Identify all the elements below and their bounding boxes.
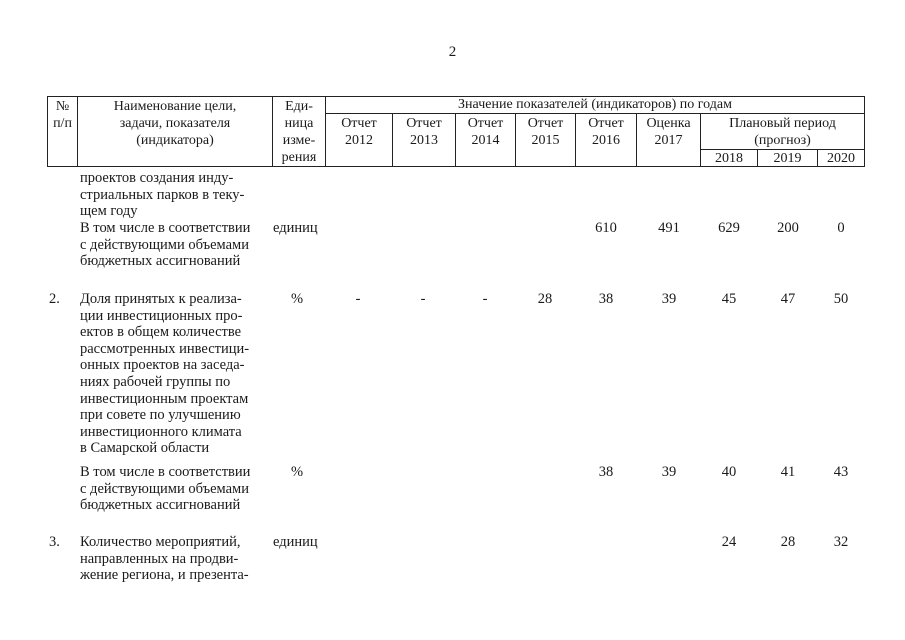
value-2018: 45 [721,291,737,307]
header-year-2018: 2018 [715,151,743,166]
value-2017: 491 [658,220,680,236]
page-number: 2 [448,44,457,60]
row-name: Количество мероприятий, направленных на продви- жение региона, и презента- [80,534,249,584]
header-year-2012: Отчет 2012 [341,116,377,148]
value-2014: - [482,291,488,307]
header-year-2016: Отчет 2016 [588,116,624,148]
value-2019: 200 [777,220,799,236]
value-2019: 41 [780,464,796,480]
value-2019: 28 [780,534,796,550]
value-2019: 47 [780,291,796,307]
row-unit: единиц [273,220,318,236]
header-plan-period: Плановый период (прогноз) [729,116,836,148]
value-2020: 0 [837,220,845,236]
header-year-2015: Отчет 2015 [527,116,564,148]
header-year-2019: 2019 [773,151,802,166]
row-number: 2. [49,291,60,307]
value-2013: - [420,291,426,307]
header-col-unit: Еди- ница изме- рения [281,99,317,165]
value-2018: 629 [718,220,740,236]
value-2018: 24 [721,534,737,550]
row-unit: % [291,464,304,480]
header-col-number: № п/п [53,99,72,131]
value-2016: 38 [598,464,614,480]
header-year-2013: Отчет 2013 [406,116,442,148]
header-year-2020: 2020 [827,151,855,166]
value-2018: 40 [721,464,737,480]
header-col-name: Наименование цели, задачи, показателя (индикатора) [113,99,237,148]
header-year-2014: Отчет 2014 [467,116,504,148]
value-2020: 32 [833,534,849,550]
row-number: 3. [49,534,60,550]
row-name: В том числе в соответствии с действующими объемами бюджетных ассигнований [80,464,251,514]
row-unit: единиц [273,534,318,550]
value-2016: 38 [598,291,614,307]
row-name: Доля принятых к реализа- ции инвестиционных про- ектов в общем количестве рассмотренных инвестици- онных проектов на заседа- ниях рабочей группы по инвестиционным проектам при совете по улучшению инвестиционного климата в Самарской области [80,291,250,457]
value-2016: 610 [595,220,617,236]
value-2015: 28 [537,291,553,307]
header-values-group: Значение показателей (индикаторов) по годам [458,97,732,112]
row-name: В том числе в соответствии с действующими объемами бюджетных ассигнований [80,220,251,270]
value-2020: 50 [833,291,849,307]
value-2017: 39 [661,291,677,307]
value-2012: - [355,291,361,307]
header-year-2017: Оценка 2017 [646,116,691,148]
value-2017: 39 [661,464,677,480]
value-2020: 43 [833,464,849,480]
table-row: проектов создания инду- стриальных парков в теку- щем году [80,170,245,220]
row-unit: % [291,291,304,307]
